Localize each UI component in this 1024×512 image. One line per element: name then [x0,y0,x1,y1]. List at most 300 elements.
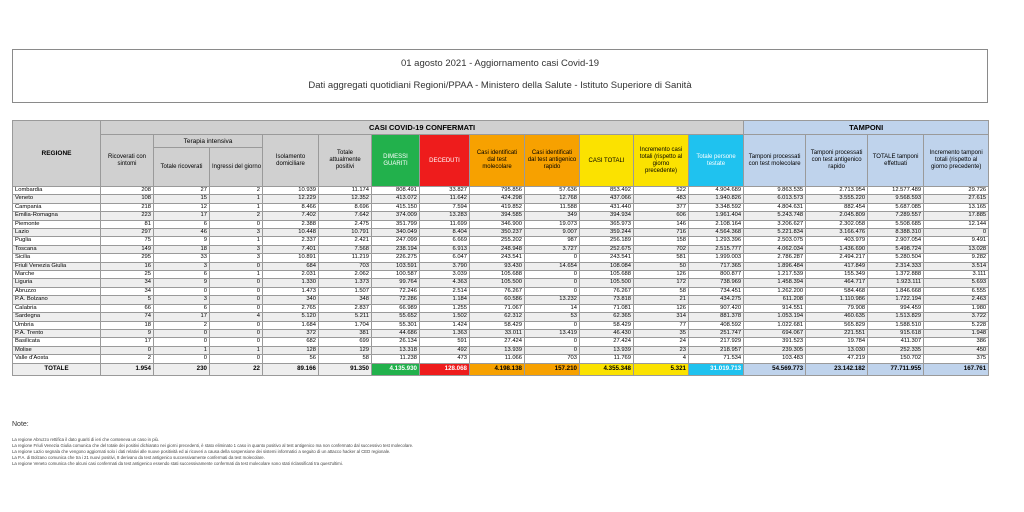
totals-cell: 128.068 [420,363,470,375]
table-cell: 1.053.194 [744,313,806,321]
table-cell: 12 [154,203,210,211]
table-cell: 372 [263,329,319,337]
table-row [13,313,989,321]
table-cell: 340.049 [372,229,420,237]
table-cell: 79.908 [806,304,868,312]
table-cell: 584.468 [806,287,868,295]
table-cell: 13.318 [372,346,420,354]
table-cell: 9.282 [924,254,989,262]
table-cell: 62.312 [470,313,525,321]
table-cell: 1.896.484 [744,262,806,270]
table-cell: 0 [525,287,580,295]
table-cell: 4 [210,313,263,321]
table-cell: 795.856 [470,187,525,195]
region-name: Lazio [13,229,101,237]
table-cell: 19.073 [525,220,580,228]
col-totale-ricoverati: Totale ricoverati [154,148,210,187]
table-cell: 58.429 [470,321,525,329]
table-cell: 226.275 [372,254,420,262]
table-cell: 0 [154,329,210,337]
table-cell: 47.219 [806,355,868,363]
group-casi-confermati: CASI COVID-19 CONFERMATI [101,121,744,135]
table-cell: 1.363 [420,329,470,337]
table-cell: 33 [154,254,210,262]
table-cell: 1.436.690 [806,245,868,253]
table-row [13,321,989,329]
table-cell: 4.564.368 [689,229,744,237]
table-cell: 5.693 [924,279,989,287]
col-regione: REGIONE [13,121,101,187]
table-cell: 33.011 [470,329,525,337]
table-cell: 13.939 [580,346,634,354]
table-cell: 29.726 [924,187,989,195]
note-line: La regione Lazio segnala che vengono aggiornati solo i dati relativi alle nuove positività ed ai ricoveri a causa della sospensione dei sistemi informatici a seguito di un attacco hacker al CED regionale. [12,449,391,454]
table-cell: 44.686 [372,329,420,337]
table-cell: 76.267 [580,287,634,295]
region-name: Campania [13,203,101,211]
table-row [13,279,989,287]
table-cell: 2.108.164 [689,220,744,228]
table-cell: 10.891 [263,254,319,262]
table-cell: 6.913 [420,245,470,253]
table-cell: 50 [634,262,689,270]
table-cell: 314 [634,313,689,321]
totals-cell: 77.711.955 [868,363,924,375]
totals-cell: 157.210 [525,363,580,375]
table-cell: 1 [210,346,263,354]
table-cell: 5.243.748 [744,212,806,220]
table-cell: 581 [634,254,689,262]
table-cell: 1 [210,203,263,211]
table-row [13,212,989,220]
table-cell: 2.494.217 [806,254,868,262]
table-cell: 1.473 [263,287,319,295]
table-cell: 1.502 [420,313,470,321]
region-name: Toscana [13,245,101,253]
table-cell: 808.491 [372,187,420,195]
table-row [13,237,989,245]
table-cell: 3 [210,245,263,253]
table-cell: 0 [210,355,263,363]
table-cell: 7.401 [263,245,319,253]
col-persone-testate: Totale persone testate [689,135,744,187]
notes-title: Note: [12,421,29,428]
table-cell: 23 [634,346,689,354]
table-cell: 411.307 [868,338,924,346]
table-cell: 2 [210,187,263,195]
table-cell: 5.687.085 [868,203,924,211]
totals-cell: 167.761 [924,363,989,375]
table-cell: 606 [634,212,689,220]
note-line: La regione Friuli Venezia Giulia comunica che del totale dei positivi dichiarato nei giorni precedenti, è stato eliminato 1 caso in quanto positivo al test antigenico ma non confermato dal successivo test molecolare. [12,443,414,448]
table-cell: 2.062 [319,271,372,279]
table-cell: 881.378 [689,313,744,321]
table-cell: 76.267 [470,287,525,295]
table-cell: 0 [525,254,580,262]
table-cell: 11.769 [580,355,634,363]
table-cell: 2.388 [263,220,319,228]
table-cell: 2.475 [319,220,372,228]
totals-cell: 23.142.182 [806,363,868,375]
table-cell: 12.577.489 [868,187,924,195]
table-cell: 0 [210,304,263,312]
table-cell: 3.722 [924,313,989,321]
table-cell: 75 [101,237,154,245]
table-cell: 71.534 [689,355,744,363]
table-cell: 33.827 [420,187,470,195]
table-cell: 3.555.220 [806,195,868,203]
totals-cell: 31.019.713 [689,363,744,375]
table-cell: 24 [634,338,689,346]
report-subtitle: Dati aggregati quotidiani Regioni/PPAA - Ministero della Salute - Istituto Superiore di Sanità [308,80,692,91]
table-cell: 1.940.826 [689,195,744,203]
totals-cell: 4.135.930 [372,363,420,375]
table-cell: 1.293.396 [689,237,744,245]
table-cell: 417.849 [806,262,868,270]
table-cell: 419.852 [470,203,525,211]
table-cell: 464.717 [806,279,868,287]
table-cell: 915.618 [868,329,924,337]
table-cell: 72.286 [372,296,420,304]
table-cell: 2.031 [263,271,319,279]
table-cell: 62.365 [580,313,634,321]
totals-cell: 5.321 [634,363,689,375]
table-cell: 81 [101,220,154,228]
table-cell: 0 [210,338,263,346]
totals-cell: 22 [210,363,263,375]
table-cell: 74 [101,313,154,321]
table-cell: 60.586 [470,296,525,304]
table-row [13,355,989,363]
table-cell: 3.206.627 [744,220,806,228]
table-cell: 914.551 [744,304,806,312]
totals-cell: 54.569.773 [744,363,806,375]
table-cell: 800.877 [689,271,744,279]
table-cell: 77 [634,321,689,329]
totals-cell: 1.954 [101,363,154,375]
table-cell: 716 [634,229,689,237]
table-cell: 3 [210,254,263,262]
table-cell: 394.585 [470,212,525,220]
table-cell: 882.454 [806,203,868,211]
table-cell: 105.688 [470,271,525,279]
table-cell: 66.989 [372,304,420,312]
region-name: Puglia [13,237,101,245]
table-cell: 108 [101,195,154,203]
region-name: P.A. Trento [13,329,101,337]
table-cell: 252.675 [580,245,634,253]
table-cell: 1 [210,195,263,203]
table-row [13,262,989,270]
table-cell: 126 [634,271,689,279]
region-name: Marche [13,271,101,279]
table-row [13,338,989,346]
table-cell: 2 [210,212,263,220]
table-cell: 907.420 [689,304,744,312]
table-cell: 5.228 [924,321,989,329]
table-cell: 415.150 [372,203,420,211]
table-cell: 13.028 [924,245,989,253]
table-cell: 256.189 [580,237,634,245]
table-cell: 717.365 [689,262,744,270]
table-cell: 0 [210,220,263,228]
col-casi-molecolare: Casi identificati dal test molecolare [470,135,525,187]
table-cell: 99.764 [372,279,420,287]
table-cell: 11.588 [525,203,580,211]
table-row [13,254,989,262]
table-cell: 5.280.504 [868,254,924,262]
table-cell: 71.081 [580,304,634,312]
table-cell: 53 [525,313,580,321]
table-cell: 0 [101,346,154,354]
table-cell: 14 [525,304,580,312]
table-cell: 105.500 [470,279,525,287]
col-attualmente-positivi: Totale attualmente positivi [319,135,372,187]
region-name: Abruzzo [13,287,101,295]
table-cell: 2.463 [924,296,989,304]
table-cell: 0 [210,321,263,329]
region-name: Calabria [13,304,101,312]
table-cell: 1.458.394 [744,279,806,287]
table-cell: 15 [154,195,210,203]
table-cell: 2 [101,355,154,363]
table-row [13,220,989,228]
table-cell: 248.948 [470,245,525,253]
table-cell: 13.030 [806,346,868,354]
table-cell: 17.885 [924,212,989,220]
table-cell: 58 [319,355,372,363]
table-cell: 100.587 [372,271,420,279]
table-cell: 1.961.404 [689,212,744,220]
totals-cell: 4.355.348 [580,363,634,375]
table-cell: 0 [154,355,210,363]
table-cell: 13.283 [420,212,470,220]
totals-cell: 91.350 [319,363,372,375]
table-cell: 27 [154,187,210,195]
table-cell: 13.232 [525,296,580,304]
table-cell: 2.837 [319,304,372,312]
table-cell: 2.907.054 [868,237,924,245]
report-header [12,49,988,103]
table-cell: 1 [210,271,263,279]
table-cell: 2.765 [263,304,319,312]
table-cell: 0 [924,229,989,237]
table-row [13,346,989,354]
table-cell: 243.541 [470,254,525,262]
table-cell: 34 [101,279,154,287]
table-cell: 734.451 [689,287,744,295]
table-cell: 18 [101,321,154,329]
table-cell: 3 [154,262,210,270]
table-cell: 408.592 [689,321,744,329]
table-cell: 72.246 [372,287,420,295]
table-cell: 987 [525,237,580,245]
table-cell: 9.491 [924,237,989,245]
table-cell: 158 [634,237,689,245]
table-body [13,187,989,376]
table-cell: 340 [263,296,319,304]
table-cell: 17 [154,212,210,220]
table-cell: 55.652 [372,313,420,321]
table-cell: 247.099 [372,237,420,245]
table-cell: 172 [634,279,689,287]
table-row [13,304,989,312]
table-cell: 1.424 [420,321,470,329]
table-cell: 694.067 [744,329,806,337]
table-cell: 7.402 [263,212,319,220]
table-cell: 1.372.888 [868,271,924,279]
table-cell: 103.591 [372,262,420,270]
table-cell: 1.923.111 [868,279,924,287]
col-casi-totali: CASI TOTALI [580,135,634,187]
table-cell: 34 [101,287,154,295]
table-cell: 7.568 [319,245,372,253]
table-row [13,187,989,195]
table-cell: 424.298 [470,195,525,203]
table-cell: 3.727 [525,245,580,253]
note-line: La regione Abruzzo rettifica il dato guariti di ieri che conteneva un caso in più. [12,437,160,442]
table-cell: 350.237 [470,229,525,237]
table-cell: 1.999.003 [689,254,744,262]
table-cell: 26.134 [372,338,420,346]
table-cell: 4.804.631 [744,203,806,211]
table-cell: 431.440 [580,203,634,211]
region-name: Liguria [13,279,101,287]
table-cell: 103.483 [744,355,806,363]
col-dimessi: DIMESSI GUARITI [372,135,420,187]
table-cell: 4.062.034 [744,245,806,253]
table-cell: 522 [634,187,689,195]
totals-row [13,363,989,375]
table-cell: 1.184 [420,296,470,304]
table-cell: 17 [101,338,154,346]
table-cell: 12.229 [263,195,319,203]
table-row [13,229,989,237]
table-cell: 2.421 [319,237,372,245]
table-cell: 483 [634,195,689,203]
region-name: Lombardia [13,187,101,195]
table-cell: 5.211 [319,313,372,321]
table-cell: 3.514 [924,262,989,270]
table-cell: 377 [634,203,689,211]
col-casi-rapido: Casi identificati dal test antigenico rapido [525,135,580,187]
table-row [13,271,989,279]
table-cell: 2.337 [263,237,319,245]
table-cell: 57.636 [525,187,580,195]
table-cell: 1.684 [263,321,319,329]
col-tamponi-totale: TOTALE tamponi effettuati [868,135,924,187]
table-cell: 0 [525,279,580,287]
table-cell: 12.768 [525,195,580,203]
table-cell: 21 [634,296,689,304]
table-cell: 5.120 [263,313,319,321]
table-cell: 5 [101,296,154,304]
table-cell: 346.900 [470,220,525,228]
notes-section [12,421,972,467]
table-cell: 13.165 [924,203,989,211]
table-cell: 434.275 [689,296,744,304]
table-cell: 1.704 [319,321,372,329]
table-cell: 11.699 [420,220,470,228]
table-cell: 0 [525,346,580,354]
col-tamponi-molecolare: Tamponi processati con test molecolare [744,135,806,187]
table-cell: 0 [210,329,263,337]
region-name: Veneto [13,195,101,203]
table-cell: 6.669 [420,237,470,245]
table-cell: 492 [420,346,470,354]
table-cell: 473 [420,355,470,363]
region-name: Sicilia [13,254,101,262]
totals-cell: 89.166 [263,363,319,375]
note-line: La P.A. di Bolzano comunica che tra i 21 nuovi positivi, 8 derivano da test antigenico successivamente confermati da test molecolare. [12,455,265,460]
table-cell: 994.459 [868,304,924,312]
col-deceduti: DECEDUTI [420,135,470,187]
table-cell: 10.939 [263,187,319,195]
table-cell: 394.934 [580,212,634,220]
table-cell: 55.301 [372,321,420,329]
region-name: Emilia-Romagna [13,212,101,220]
table-cell: 413.072 [372,195,420,203]
table-cell: 359.244 [580,229,634,237]
table-cell: 9.007 [525,229,580,237]
table-cell: 3.166.476 [806,229,868,237]
table-cell: 6.047 [420,254,470,262]
table-cell: 1.330 [263,279,319,287]
table-cell: 11.174 [319,187,372,195]
table-cell: 7.642 [319,212,372,220]
col-ingressi: Ingressi del giorno [210,148,263,187]
table-cell: 375 [924,355,989,363]
table-row [13,329,989,337]
table-cell: 2.713.954 [806,187,868,195]
table-cell: 437.066 [580,195,634,203]
table-cell: 3.348.592 [689,203,744,211]
table-cell: 1.513.829 [868,313,924,321]
table-cell: 1.722.194 [868,296,924,304]
table-cell: 703 [319,262,372,270]
table-cell: 238.194 [372,245,420,253]
table-cell: 2.786.287 [744,254,806,262]
table-cell: 1.262.200 [744,287,806,295]
table-cell: 5.221.834 [744,229,806,237]
table-cell: 13.939 [470,346,525,354]
table-cell: 255.202 [470,237,525,245]
table-cell: 9.863.535 [744,187,806,195]
table-cell: 11.066 [470,355,525,363]
table-cell: 349 [525,212,580,220]
table-row [13,296,989,304]
table-cell: 1.846.668 [868,287,924,295]
table-cell: 351.799 [372,220,420,228]
table-cell: 35 [634,329,689,337]
table-cell: 58 [634,287,689,295]
table-cell: 702 [634,245,689,253]
table-cell: 6 [154,271,210,279]
table-cell: 5.498.724 [868,245,924,253]
region-name: Umbria [13,321,101,329]
table-cell: 12.144 [924,220,989,228]
table-cell: 2.302.058 [806,220,868,228]
table-cell: 73.818 [580,296,634,304]
table-row [13,203,989,211]
table-cell: 381 [319,329,372,337]
col-ricoverati: Ricoverati con sintomi [101,135,154,187]
table-cell: 27.424 [470,338,525,346]
table-cell: 460.635 [806,313,868,321]
table-cell: 58.429 [580,321,634,329]
table-cell: 0 [525,271,580,279]
table-cell: 1.255 [420,304,470,312]
